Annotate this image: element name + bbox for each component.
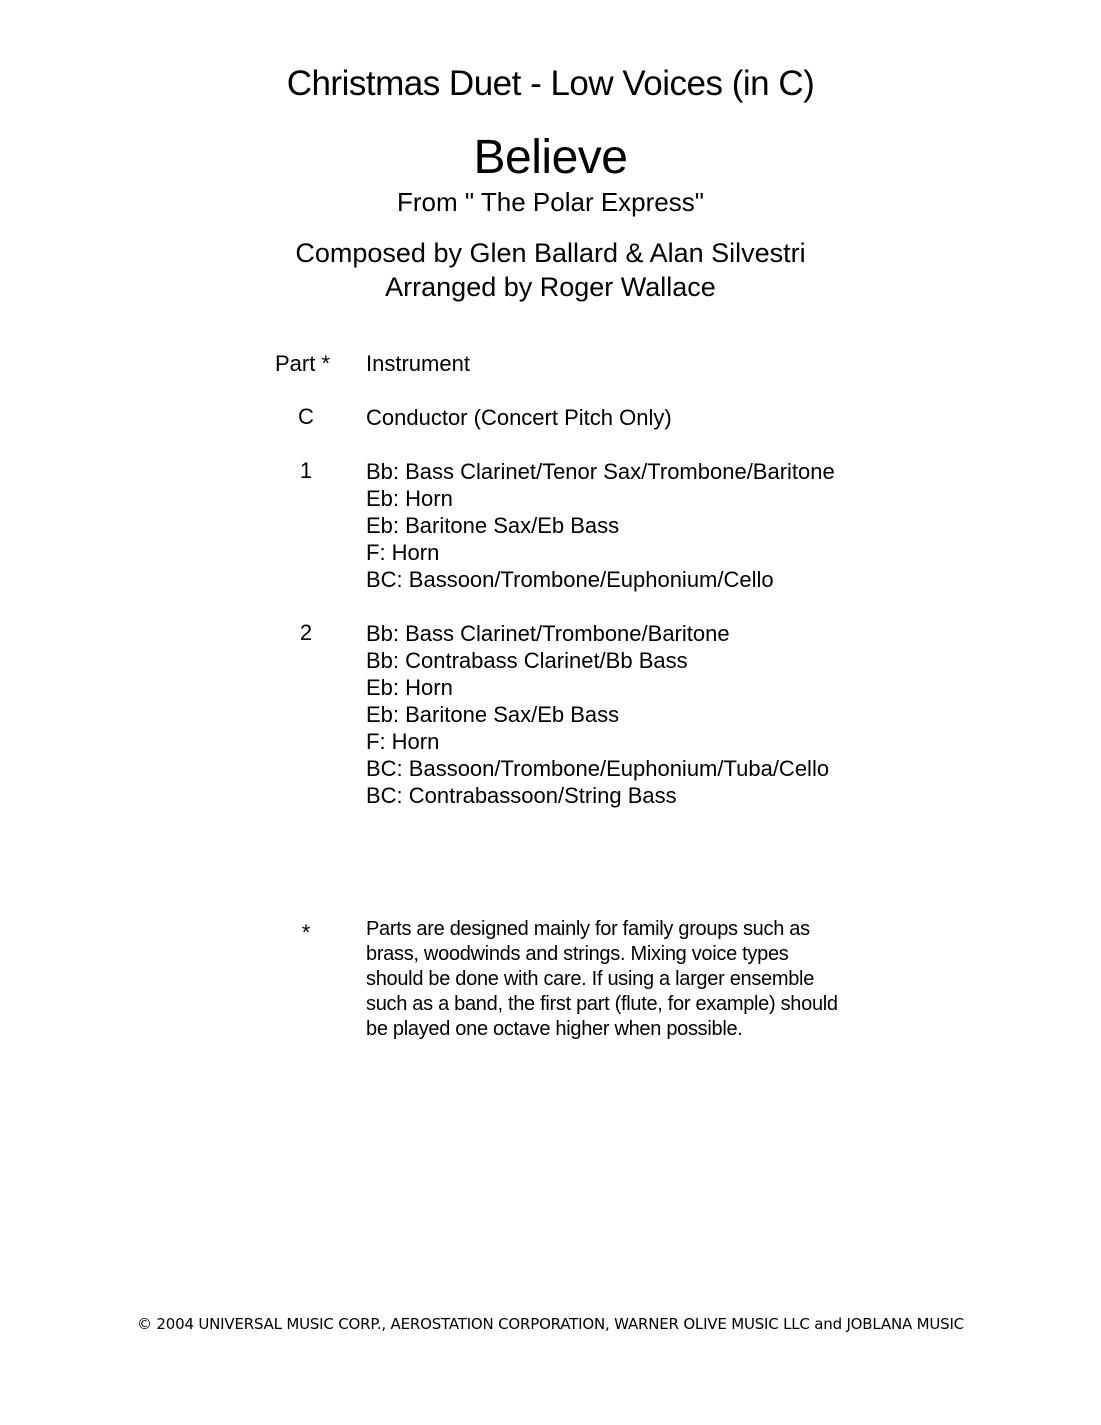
footnote-line: such as a band, the first part (flute, for example) should — [366, 993, 838, 1015]
instrument-item: Bb: Bass Clarinet/Tenor Sax/Trombone/Baritone — [366, 459, 835, 484]
instrument-column-header: Instrument — [366, 351, 470, 376]
copyright-notice: © 2004 UNIVERSAL MUSIC CORP., AEROSTATION CORPORATION, WARNER OLIVE MUSIC LLC and JOBLANA MUSIC — [137, 1315, 964, 1333]
subtitle: From " The Polar Express" — [397, 187, 704, 217]
instrument-list-part-c — [366, 404, 672, 431]
instrument-item: BC: Contrabassoon/String Bass — [366, 783, 677, 808]
instrument-item: Bb: Bass Clarinet/Trombone/Baritone — [366, 621, 730, 646]
footnote-line: brass, woodwinds and strings. Mixing voice types — [366, 943, 789, 965]
instrument-item: Eb: Baritone Sax/Eb Bass — [366, 513, 620, 538]
arranger-credit: Arranged by Roger Wallace — [385, 272, 716, 302]
part-label-1: 1 — [299, 458, 313, 483]
footnote-line: be played one octave higher when possible. — [366, 1018, 743, 1040]
footnote-line: Parts are designed mainly for family groups such as — [366, 918, 810, 940]
instrument-item: Eb: Horn — [366, 486, 453, 511]
series-title: Christmas Duet - Low Voices (in C) — [286, 64, 815, 103]
part-label-2: 2 — [299, 620, 313, 645]
part-label-c: C — [298, 404, 314, 429]
instrument-item: Conductor (Concert Pitch Only) — [366, 405, 672, 430]
instrument-item: BC: Bassoon/Trombone/Euphonium/Tuba/Cello — [366, 756, 830, 781]
footnote-text — [366, 917, 886, 1042]
instrument-item: F: Horn — [366, 540, 440, 565]
song-title: Believe — [473, 131, 628, 184]
composer-credit: Composed by Glen Ballard & Alan Silvestri — [295, 238, 806, 268]
instrument-list-part-1 — [366, 458, 835, 593]
footnote-mark: * — [301, 920, 311, 945]
footnote-line: should be done with care. If using a larger ensemble — [366, 968, 815, 990]
instrument-item: F: Horn — [366, 729, 440, 754]
instrument-item: Bb: Contrabass Clarinet/Bb Bass — [366, 648, 688, 673]
part-column-header: Part * — [275, 351, 331, 376]
instrument-item: Eb: Baritone Sax/Eb Bass — [366, 702, 620, 727]
instrument-item: Eb: Horn — [366, 675, 453, 700]
instrument-item: BC: Bassoon/Trombone/Euphonium/Cello — [366, 567, 774, 592]
instrument-list-part-2 — [366, 620, 829, 809]
